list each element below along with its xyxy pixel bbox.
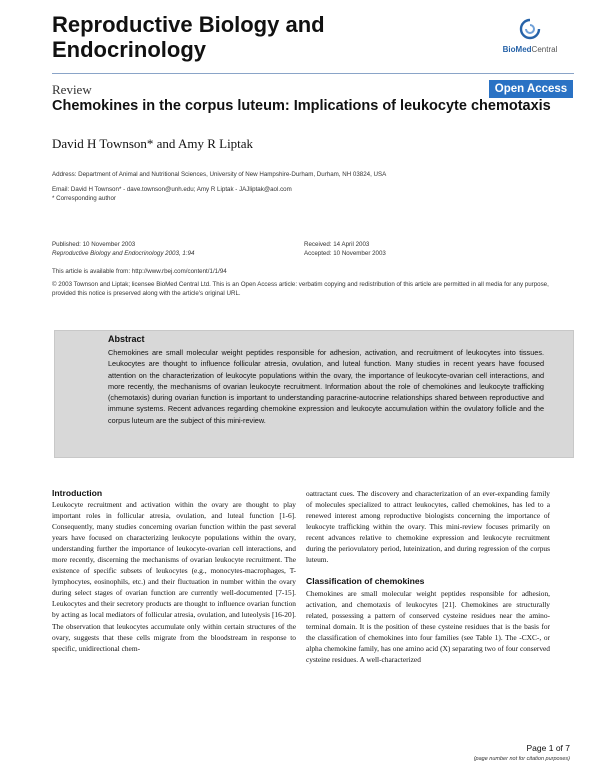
- publisher-logo: [494, 18, 566, 55]
- classification-heading: Classification of chemokines: [306, 576, 425, 586]
- author-emails: [52, 185, 572, 203]
- abstract-heading: Abstract: [108, 334, 145, 344]
- citation: Reproductive Biology and Endocrinology 2003, 1:94: [52, 250, 195, 257]
- publisher-suffix: Central: [531, 45, 558, 54]
- copyright-note: © 2003 Townson and Liptak; licensee BioMed Central Ltd. This is an Open Access article: verbatim copying and redistribution of this article are permitted in all media for any purpose, provided this notice is preserved along with the article's original URL.: [52, 281, 549, 297]
- accepted-date: Accepted: 10 November 2003: [304, 250, 386, 257]
- author-address: Address: Department of Animal and Nutritional Sciences, University of New Hampshire-Durham, Durham, NH 03824, USA: [52, 171, 387, 178]
- email-line: Email: David H Townson* - dave.townson@unh.edu; Amy R Liptak - JAJliptak@aol.com: [52, 186, 292, 193]
- classification-text: Chemokines are small molecular weight peptides responsible for adhesion, activation, and chemotaxis of leukocytes [21]. Chemokines are structurally related, possessing a pattern of conserved cysteine residues near the amino-terminal domain. It is the position of these cysteine residues that is the basis for the classification of chemokines into four families (see Table 1). The -CXC-, or alpha chemokine family, has one amino acid (X) separating two of four conserved cysteine residues. A well-characterized: [306, 589, 550, 665]
- open-access-badge: Open Access: [489, 80, 573, 98]
- article-authors: David H Townson* and Amy R Liptak: [52, 136, 254, 151]
- biomed-central-logo-icon: [519, 18, 541, 40]
- publisher-brand: BioMed: [502, 45, 532, 54]
- header-divider: [52, 73, 574, 74]
- journal-title: Reproductive Biology and Endocrinology: [52, 12, 325, 62]
- received-date: Received: 14 April 2003: [304, 241, 370, 248]
- publication-info: [52, 240, 292, 258]
- received-info: [304, 240, 504, 258]
- intro-continued-text: oattractant cues. The discovery and characterization of an ever-expanding family of molecules specialized to attract leukocytes, called chemokines, has led to a renewed interest among reproductive biologists concerning the importance of leukocyte trafficking within the ovary. This mini-review focuses primarily on recent advances relative to chemokine expression and leukocyte recruitment during the periovulatory period, luteinization, and during regression of the corpus luteum.: [306, 489, 550, 565]
- intro-text: Leukocyte recruitment and activation within the ovary are thought to play important roles in follicular atresia, ovulation, and luteal function [1-6]. Consequently, many studies concerning ovarian function within the past several years have focused on characterizing leukocyte populations within the ovary, understanding further the importance of leukocyte-ovarian cell interactions, and more recently, discerning the mechanisms of ovarian leukocyte recruitment. The existence of specific subsets of leukocytes (e.g., monocytes-macrophages, T-lymphocytes, eosinophils, etc.) and their fluctuation in number within the ovary during select stages of ovarian function are currently well-documented [7-15]. Leukocytes and their secretory products are thought to influence ovarian function by acting as local mediators of follicular atresia, ovulation, and luteolysis [16-20]. The observation that leukocytes accumulate only within certain structures of the ovary, suggests that these cells migrate from the bloodstream in response to specific, unidirectional chem-: [52, 500, 296, 653]
- published-date: Published: 10 November 2003: [52, 241, 136, 248]
- page-note: (page number not for citation purposes): [473, 756, 570, 762]
- intro-heading: Introduction: [52, 488, 103, 498]
- abstract-text: Chemokines are small molecular weight peptides responsible for adhesion, activation, and recruitment of leukocytes into tissues. Leukocytes are thought to influence follicular atresia, ovulation, and luteal function. Many studies in recent years have focused attention on the characterization of leukocyte populations within the ovary, the importance of leukocyte-ovarian cell interactions, and more recently, the mechanisms of ovarian leukocyte recruitment. Information about the role of chemokines and leukocyte trafficking (chemotaxis) during ovarian function is important to understanding paracrine-autocrine relationships shared between reproductive and immune systems. Recent advances regarding chemokine expression and leukocyte accumulation within the ovulatory follicle and the corpus luteum are the subject of this mini-review.: [108, 348, 544, 425]
- availability-note: This article is available from: http://www.rbej.com/content/1/1/94: [52, 268, 227, 275]
- article-type: Review: [52, 82, 92, 97]
- article-title: Chemokines in the corpus luteum: Implications of leukocyte chemotaxis: [52, 98, 551, 114]
- publisher-name: [494, 45, 566, 55]
- corresponding-note: * Corresponding author: [52, 195, 116, 202]
- page-number: Page 1 of 7: [526, 743, 570, 753]
